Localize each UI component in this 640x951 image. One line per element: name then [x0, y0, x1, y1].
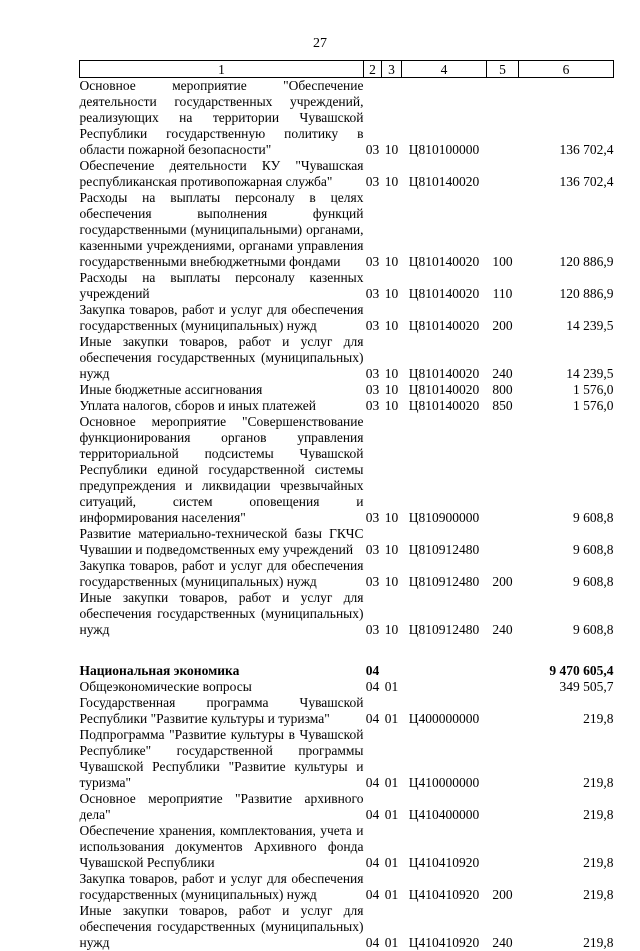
- row-target-article: Ц810912480: [402, 590, 487, 638]
- row-name: Обеспечение деятельности КУ "Чувашская республиканская противопожарная служба": [80, 158, 364, 190]
- row-section: 04: [364, 679, 382, 695]
- row-section: 03: [364, 78, 382, 159]
- row-expense-type: 240: [487, 903, 519, 951]
- row-section: 03: [364, 414, 382, 526]
- row-expense-type: 100: [487, 190, 519, 270]
- row-amount: 136 702,4: [519, 158, 614, 190]
- row-target-article: Ц810900000: [402, 414, 487, 526]
- row-amount: 120 886,9: [519, 190, 614, 270]
- column-header-3: 3: [382, 61, 402, 78]
- row-expense-type: [487, 158, 519, 190]
- row-amount: 219,8: [519, 727, 614, 791]
- row-spacer: [80, 638, 614, 663]
- row-subsection: 10: [382, 302, 402, 334]
- row-section: 03: [364, 158, 382, 190]
- table-row: [80, 270, 614, 302]
- row-expense-type: 110: [487, 270, 519, 302]
- row-section: 04: [364, 727, 382, 791]
- row-subsection: 10: [382, 158, 402, 190]
- row-subsection: 10: [382, 270, 402, 302]
- row-section: 03: [364, 302, 382, 334]
- row-subsection: 10: [382, 590, 402, 638]
- row-amount: 349 505,7: [519, 679, 614, 695]
- table-row: [80, 526, 614, 558]
- table-row: [80, 823, 614, 871]
- row-section: 04: [364, 871, 382, 903]
- row-name: Основное мероприятие "Совершенствование функционирования органов управления территориальной подсистемы Чувашской Республики единой государственной системы предупреждения и ликвидации чрезвычайных ситуаций, систем оповещения и информирования населения": [80, 414, 364, 526]
- table-row: [80, 398, 614, 414]
- row-expense-type: 800: [487, 382, 519, 398]
- row-expense-type: 200: [487, 302, 519, 334]
- row-expense-type: [487, 791, 519, 823]
- row-name: Закупка товаров, работ и услуг для обеспечения государственных (муниципальных) нужд: [80, 302, 364, 334]
- row-name: Закупка товаров, работ и услуг для обеспечения государственных (муниципальных) нужд: [80, 871, 364, 903]
- row-expense-type: [487, 78, 519, 159]
- row-name: Иные закупки товаров, работ и услуг для обеспечения государственных (муниципальных) нужд: [80, 334, 364, 382]
- budget-table: [79, 60, 614, 951]
- row-amount: 120 886,9: [519, 270, 614, 302]
- row-target-article: Ц810912480: [402, 526, 487, 558]
- row-name: Закупка товаров, работ и услуг для обеспечения государственных (муниципальных) нужд: [80, 558, 364, 590]
- row-target-article: Ц410410920: [402, 823, 487, 871]
- row-subsection: 10: [382, 414, 402, 526]
- row-section: 03: [364, 558, 382, 590]
- row-target-article: [402, 679, 487, 695]
- row-name: Основное мероприятие "Развитие архивного дела": [80, 791, 364, 823]
- row-amount: 1 576,0: [519, 398, 614, 414]
- row-target-article: Ц410410920: [402, 903, 487, 951]
- table-row: [80, 382, 614, 398]
- table-row: [80, 663, 614, 679]
- row-section: 03: [364, 526, 382, 558]
- row-target-article: Ц810140020: [402, 398, 487, 414]
- row-amount: 9 608,8: [519, 526, 614, 558]
- row-subsection: 01: [382, 903, 402, 951]
- row-target-article: Ц810140020: [402, 158, 487, 190]
- row-subsection: 01: [382, 679, 402, 695]
- table-row: [80, 190, 614, 270]
- row-name: Уплата налогов, сборов и иных платежей: [80, 398, 364, 414]
- row-amount: 136 702,4: [519, 78, 614, 159]
- row-target-article: Ц810140020: [402, 270, 487, 302]
- table-row: [80, 679, 614, 695]
- row-target-article: Ц810140020: [402, 334, 487, 382]
- row-target-article: Ц400000000: [402, 695, 487, 727]
- column-header-5: 5: [487, 61, 519, 78]
- row-expense-type: 850: [487, 398, 519, 414]
- table-row: [80, 78, 614, 159]
- column-header-4: 4: [402, 61, 487, 78]
- row-subsection: 10: [382, 558, 402, 590]
- row-section: 04: [364, 695, 382, 727]
- row-target-article: [402, 663, 487, 679]
- row-name: Иные закупки товаров, работ и услуг для обеспечения государственных (муниципальных) нужд: [80, 903, 364, 951]
- row-name: Государственная программа Чувашской Республики "Развитие культуры и туризма": [80, 695, 364, 727]
- row-name: Расходы на выплаты персоналу казенных учреждений: [80, 270, 364, 302]
- row-amount: 219,8: [519, 695, 614, 727]
- row-amount: 219,8: [519, 903, 614, 951]
- row-amount: 9 470 605,4: [519, 663, 614, 679]
- row-amount: 9 608,8: [519, 558, 614, 590]
- row-section: 04: [364, 823, 382, 871]
- row-subsection: 10: [382, 334, 402, 382]
- row-target-article: Ц810100000: [402, 78, 487, 159]
- table-row: [80, 334, 614, 382]
- row-expense-type: [487, 695, 519, 727]
- table-row: [80, 158, 614, 190]
- table-row: [80, 871, 614, 903]
- row-target-article: Ц410000000: [402, 727, 487, 791]
- row-expense-type: [487, 526, 519, 558]
- row-subsection: 01: [382, 823, 402, 871]
- row-name: Подпрограмма "Развитие культуры в Чувашской Республике" государственной программы Чувашской Республики "Развитие культуры и туризма": [80, 727, 364, 791]
- row-subsection: 10: [382, 190, 402, 270]
- row-expense-type: [487, 414, 519, 526]
- table-row: [80, 590, 614, 638]
- table-row: [80, 695, 614, 727]
- row-amount: 9 608,8: [519, 414, 614, 526]
- row-target-article: Ц810140020: [402, 190, 487, 270]
- row-name: Расходы на выплаты персоналу в целях обеспечения выполнения функций государственными (муниципальными) органами, казенными учреждениями, органами управления государственными внебюджетными фондами: [80, 190, 364, 270]
- row-section: 03: [364, 190, 382, 270]
- column-header-1: 1: [80, 61, 364, 78]
- row-amount: 14 239,5: [519, 302, 614, 334]
- table-body: [80, 78, 614, 951]
- row-target-article: Ц810912480: [402, 558, 487, 590]
- row-subsection: 01: [382, 791, 402, 823]
- row-section: 04: [364, 791, 382, 823]
- row-subsection: 10: [382, 526, 402, 558]
- row-section: 03: [364, 398, 382, 414]
- row-subsection: 10: [382, 382, 402, 398]
- row-subsection: [382, 663, 402, 679]
- row-target-article: Ц410410920: [402, 871, 487, 903]
- row-amount: 14 239,5: [519, 334, 614, 382]
- row-section: 03: [364, 590, 382, 638]
- row-expense-type: [487, 663, 519, 679]
- page-number: 27: [0, 36, 640, 52]
- row-subsection: 10: [382, 398, 402, 414]
- row-section: 04: [364, 903, 382, 951]
- row-section: 04: [364, 663, 382, 679]
- row-expense-type: [487, 727, 519, 791]
- row-target-article: Ц410400000: [402, 791, 487, 823]
- row-name: Обеспечение хранения, комплектования, учета и использования документов Архивного фонда Чувашской Республики: [80, 823, 364, 871]
- row-name: Общеэкономические вопросы: [80, 679, 364, 695]
- row-name: Национальная экономика: [80, 663, 364, 679]
- row-subsection: 01: [382, 727, 402, 791]
- table-row: [80, 791, 614, 823]
- row-name: Иные бюджетные ассигнования: [80, 382, 364, 398]
- table-row: [80, 903, 614, 951]
- row-subsection: 01: [382, 695, 402, 727]
- row-section: 03: [364, 382, 382, 398]
- row-section: 03: [364, 334, 382, 382]
- row-name: Иные закупки товаров, работ и услуг для обеспечения государственных (муниципальных) нужд: [80, 590, 364, 638]
- row-amount: 1 576,0: [519, 382, 614, 398]
- row-expense-type: [487, 823, 519, 871]
- row-subsection: 01: [382, 871, 402, 903]
- table-row: [80, 727, 614, 791]
- row-expense-type: [487, 679, 519, 695]
- row-expense-type: 240: [487, 590, 519, 638]
- row-name: Основное мероприятие "Обеспечение деятельности государственных учреждений, реализующих на территории Чувашской Республики государственную политику в области пожарной безопасности": [80, 78, 364, 159]
- row-section: 03: [364, 270, 382, 302]
- row-expense-type: 240: [487, 334, 519, 382]
- header-row: [80, 61, 614, 78]
- row-expense-type: 200: [487, 558, 519, 590]
- row-target-article: Ц810140020: [402, 302, 487, 334]
- row-amount: 9 608,8: [519, 590, 614, 638]
- row-name: Развитие материально-технической базы ГКЧС Чувашии и подведомственных ему учреждений: [80, 526, 364, 558]
- table-row: [80, 558, 614, 590]
- table-row: [80, 302, 614, 334]
- row-target-article: Ц810140020: [402, 382, 487, 398]
- row-amount: 219,8: [519, 871, 614, 903]
- row-expense-type: 200: [487, 871, 519, 903]
- column-header-2: 2: [364, 61, 382, 78]
- row-amount: 219,8: [519, 791, 614, 823]
- table-row: [80, 414, 614, 526]
- column-header-6: 6: [519, 61, 614, 78]
- row-subsection: 10: [382, 78, 402, 159]
- row-amount: 219,8: [519, 823, 614, 871]
